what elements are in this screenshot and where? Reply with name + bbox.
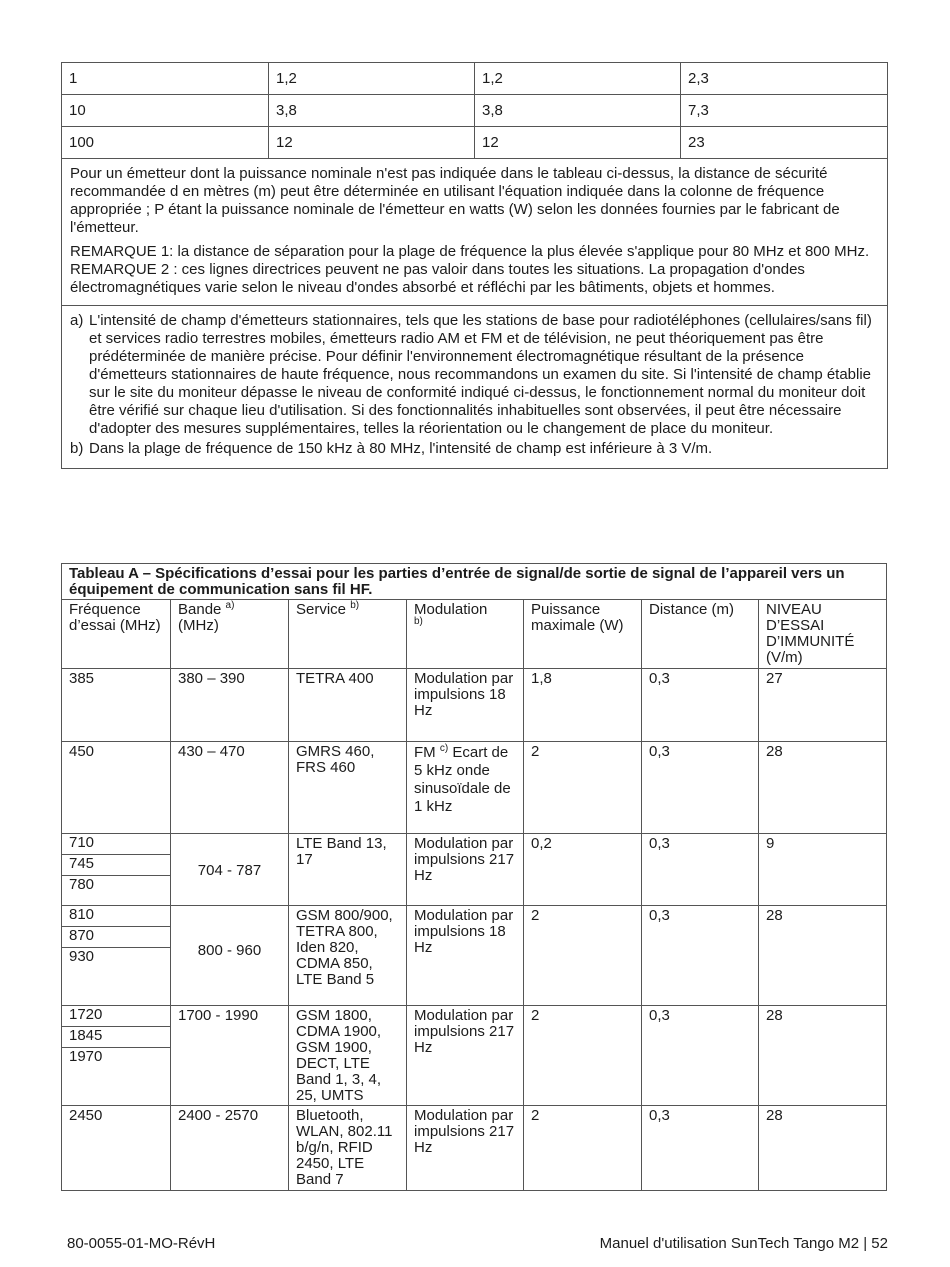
- table-row: [62, 1006, 887, 1106]
- header-freq: [62, 600, 171, 669]
- header-service-label: Service: [296, 601, 347, 618]
- modulation-text: Ecart de 5 kHz onde sinusoïdale de 1 kHz: [414, 744, 511, 815]
- freq-cell: [62, 906, 171, 1006]
- modulation-cell: [407, 742, 524, 834]
- service-cell: Bluetooth, WLAN, 802.11 b/g/n, RFID 2450, LTE Band 7: [289, 1106, 407, 1191]
- freq-cell: [62, 834, 171, 906]
- header-band-unit: (MHz): [178, 617, 219, 634]
- freq-cell: 450: [62, 742, 171, 834]
- table-row: [62, 63, 888, 95]
- band-cell: 380 – 390: [171, 669, 289, 742]
- service-cell: GMRS 460, FRS 460: [289, 742, 407, 834]
- service-cell: GSM 800/900, TETRA 800, Iden 820, CDMA 850, LTE Band 5: [289, 906, 407, 1006]
- level-cell: 28: [759, 742, 887, 834]
- service-cell: TETRA 400: [289, 669, 407, 742]
- freq-value: 870: [62, 927, 170, 948]
- freq-cell: 2450: [62, 1106, 171, 1191]
- level-cell: 28: [759, 1106, 887, 1191]
- separation-distance-table: [61, 62, 888, 469]
- header-modulation-label: Modulation: [414, 601, 488, 618]
- table-row: [62, 742, 887, 834]
- header-service: [289, 600, 407, 669]
- footnote-cell: [62, 306, 888, 469]
- table-cell: 7,3: [681, 95, 888, 127]
- table-cell: 23: [681, 127, 888, 159]
- remarque-2: REMARQUE 2 : ces lignes directrices peuvent ne pas valoir dans toutes les situations. La propagation d'ondes électromagnétiques varie selon le niveau d'ondes absorbé et réfléchi par les bâtiments, objets et hommes.: [70, 261, 805, 296]
- table-cell: 1,2: [475, 63, 681, 95]
- table-row: [62, 127, 888, 159]
- footnote-text: L'intensité de champ d'émetteurs stationnaires, tels que les stations de base pour radiotéléphones (cellulaires/sans fil) et services radio terrestres mobiles, émetteurs radio AM et FM et de télévision, ne peut théoriquement pas être prédéterminée de manière précise. Pour définir l'environnement électromagnétique résultant de la présence d'émetteurs stationnaires de haute fréquence, nous recommandons un examen du site. Si l'intensité de champ établie sur le site du moniteur dépasse le niveau de conformité indiqué ci-dessus, le fonctionnement normal du moniteur doit être vérifié sur chaque lieu d'utilisation. Si des fonctionnalités inhabituelles sont observées, il peut être nécessaire d'adopter des mesures supplémentaires, telles la réorientation ou le changement de place du moniteur.: [89, 312, 872, 437]
- service-cell: GSM 1800, CDMA 1900, GSM 1900, DECT, LTE Band 1, 3, 4, 25, UMTS: [289, 1006, 407, 1106]
- note-row: [62, 159, 888, 306]
- table-cell: 3,8: [269, 95, 475, 127]
- freq-value: 1970: [69, 1048, 103, 1065]
- footer-doc-code: 80-0055-01-MO-RévH: [67, 1235, 216, 1252]
- table-cell: 12: [475, 127, 681, 159]
- band-cell: 1700 - 1990: [171, 1006, 289, 1106]
- modulation-cell: Modulation par impulsions 18 Hz: [407, 906, 524, 1006]
- power-cell: 2: [524, 1106, 642, 1191]
- distance-cell: 0,3: [642, 669, 759, 742]
- freq-cell: 385: [62, 669, 171, 742]
- note-cell: [62, 159, 888, 306]
- header-distance: [642, 600, 759, 669]
- band-cell: 2400 - 2570: [171, 1106, 289, 1191]
- band-cell: 704 - 787: [171, 834, 289, 906]
- header-band-label: Bande: [178, 601, 222, 618]
- footnote-ref: b): [350, 600, 360, 611]
- power-cell: 2: [524, 906, 642, 1006]
- table-cell: 100: [62, 127, 269, 159]
- footnote-row: [62, 306, 888, 469]
- footnote-b: [70, 440, 879, 458]
- level-cell: 28: [759, 906, 887, 1006]
- distance-cell: 0,3: [642, 834, 759, 906]
- header-freq-label: Fréquence d’essai (MHz): [69, 601, 161, 634]
- freq-value: 930: [69, 948, 95, 965]
- table-cell: 1: [62, 63, 269, 95]
- freq-cell: [62, 1006, 171, 1106]
- modulation-cell: Modulation par impulsions 217 Hz: [407, 834, 524, 906]
- footer-manual-page: Manuel d'utilisation SunTech Tango M2 | 52: [599, 1235, 888, 1252]
- freq-value: 1845: [62, 1027, 170, 1048]
- remarque-1: REMARQUE 1: la distance de séparation pour la plage de fréquence la plus élevée s'applique pour 80 MHz et 800 MHz.: [70, 243, 870, 260]
- footnote-text: Dans la plage de fréquence de 150 kHz à 80 MHz, l'intensité de champ est inférieure à 3 V/m.: [89, 440, 713, 457]
- power-cell: 2: [524, 742, 642, 834]
- header-power-label: Puissance maximale (W): [531, 601, 624, 634]
- table-row: [62, 669, 887, 742]
- table-header-row: [62, 600, 887, 669]
- level-cell: 9: [759, 834, 887, 906]
- table-cell: 10: [62, 95, 269, 127]
- table-cell: 1,2: [269, 63, 475, 95]
- distance-cell: 0,3: [642, 1006, 759, 1106]
- footnote-ref: b): [414, 616, 423, 627]
- header-distance-label: Distance (m): [649, 601, 735, 618]
- modulation-cell: Modulation par impulsions 217 Hz: [407, 1106, 524, 1191]
- power-cell: 0,2: [524, 834, 642, 906]
- power-cell: 2: [524, 1006, 642, 1106]
- table-cell: 2,3: [681, 63, 888, 95]
- distance-cell: 0,3: [642, 906, 759, 1006]
- note-text: Pour un émetteur dont la puissance nominale n'est pas indiquée dans le tableau ci-dessus, la distance de sécurité recommandée d en mètres (m) peut être déterminée en utilisant l'équation indiquée dans la colonne de fréquence appropriée ; P étant la puissance nominale de l'émetteur en watts (W) selon les données fournies par le fabricant de l'émetteur.: [70, 165, 840, 236]
- table-cell: 3,8: [475, 95, 681, 127]
- header-power: [524, 600, 642, 669]
- footnote-letter: a): [70, 312, 84, 329]
- modulation-cell: Modulation par impulsions 217 Hz: [407, 1006, 524, 1106]
- distance-cell: 0,3: [642, 742, 759, 834]
- table-cell: 12: [269, 127, 475, 159]
- header-band: [171, 600, 289, 669]
- header-level: [759, 600, 887, 669]
- footnote-ref: a): [225, 600, 235, 611]
- table-row: [62, 1106, 887, 1191]
- footnote-a: [70, 312, 879, 438]
- band-cell: 430 – 470: [171, 742, 289, 834]
- header-modulation: [407, 600, 524, 669]
- service-cell: LTE Band 13, 17: [289, 834, 407, 906]
- modulation-cell: Modulation par impulsions 18 Hz: [407, 669, 524, 742]
- header-level-label: NIVEAU D’ESSAI D’IMMUNITÉ (V/m): [766, 601, 855, 666]
- freq-value: 780: [69, 876, 95, 893]
- freq-value: 1720: [62, 1006, 170, 1027]
- freq-value: 810: [62, 906, 170, 927]
- freq-value: 745: [62, 855, 170, 876]
- table-title-row: [62, 564, 887, 600]
- table-row: [62, 906, 887, 1006]
- modulation-prefix: FM: [414, 744, 436, 761]
- table-a-rf-specifications: [61, 563, 887, 1191]
- level-cell: 28: [759, 1006, 887, 1106]
- level-cell: 27: [759, 669, 887, 742]
- table-title: Tableau A – Spécifications d’essai pour les parties d’entrée de signal/de sortie de signal de l’appareil vers un équipement de communication sans fil HF.: [62, 564, 887, 600]
- table-row: [62, 834, 887, 906]
- freq-value: 710: [62, 834, 170, 855]
- band-cell: 800 - 960: [171, 906, 289, 1006]
- table-row: [62, 95, 888, 127]
- power-cell: 1,8: [524, 669, 642, 742]
- distance-cell: 0,3: [642, 1106, 759, 1191]
- footnote-ref: c): [439, 743, 449, 754]
- footnote-letter: b): [70, 440, 84, 457]
